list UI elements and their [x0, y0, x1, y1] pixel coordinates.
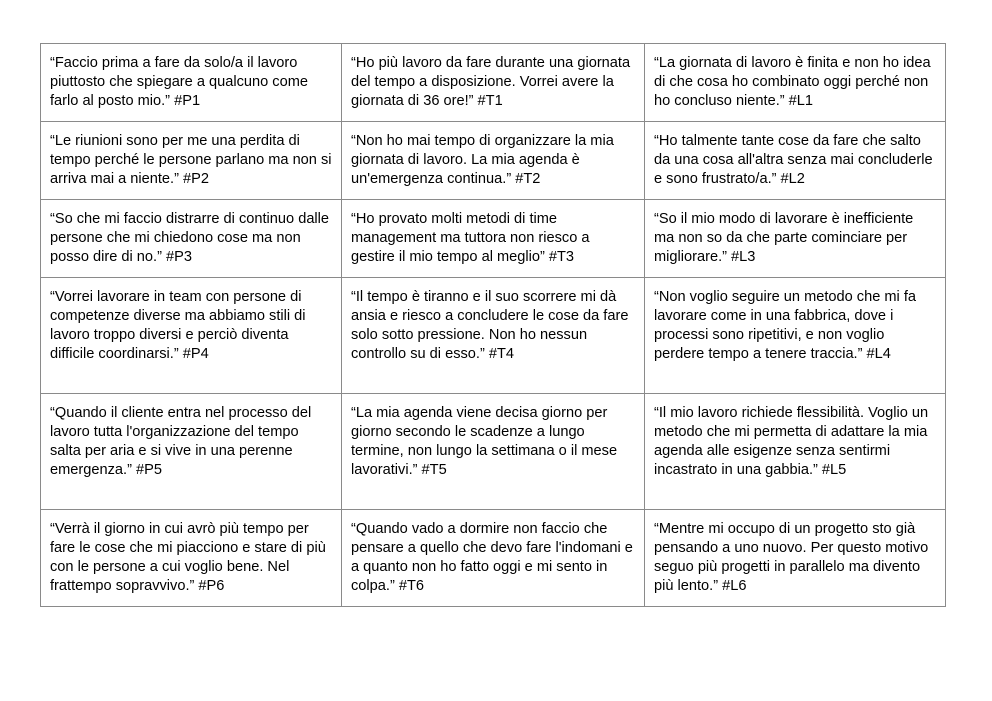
quote-cell-l5: “Il mio lavoro richiede flessibilità. Voglio un metodo che mi permetta di adattare la mia agenda alle esigenze senza sentirmi incastrato in una gabbia.” #L5: [645, 394, 946, 510]
quote-cell-t2: “Non ho mai tempo di organizzare la mia giornata di lavoro. La mia agenda è un'emergenza continua.” #T2: [342, 122, 645, 200]
table-row: [41, 278, 946, 394]
quote-cell-t1: “Ho più lavoro da fare durante una giornata del tempo a disposizione. Vorrei avere la giornata di 36 ore!” #T1: [342, 44, 645, 122]
quote-cell-l4: “Non voglio seguire un metodo che mi fa lavorare come in una fabbrica, dove i processi sono ripetitivi, e non voglio perdere tempo a tenere traccia.” #L4: [645, 278, 946, 394]
quote-cell-t6: “Quando vado a dormire non faccio che pensare a quello che devo fare l'indomani e a quanto non ho fatto oggi e mi sento in colpa.” #T6: [342, 510, 645, 607]
quote-cell-p1: “Faccio prima a fare da solo/a il lavoro piuttosto che spiegare a qualcuno come farlo al posto mio.” #P1: [41, 44, 342, 122]
quote-cell-p5: “Quando il cliente entra nel processo del lavoro tutta l'organizzazione del tempo salta per aria e si vive in una perenne emergenza.” #P5: [41, 394, 342, 510]
table-row: [41, 200, 946, 278]
table-row: [41, 510, 946, 607]
quote-cell-p4: “Vorrei lavorare in team con persone di competenze diverse ma abbiamo stili di lavoro troppo diversi e perciò diventa difficile coordinarsi.” #P4: [41, 278, 342, 394]
quote-cell-p6: “Verrà il giorno in cui avrò più tempo per fare le cose che mi piacciono e stare di più con le persone a cui voglio bene. Nel frattempo sopravvivo.” #P6: [41, 510, 342, 607]
quote-cell-l1: “La giornata di lavoro è finita e non ho idea di che cosa ho combinato oggi perché non ho concluso niente.” #L1: [645, 44, 946, 122]
table-row: [41, 44, 946, 122]
quote-cell-l6: “Mentre mi occupo di un progetto sto già pensando a uno nuovo. Per questo motivo seguo più progetti in parallelo ma divento più lento.” #L6: [645, 510, 946, 607]
quote-cards-table: [40, 43, 946, 607]
quote-cell-t3: “Ho provato molti metodi di time management ma tuttora non riesco a gestire il mio tempo al meglio” #T3: [342, 200, 645, 278]
table-row: [41, 394, 946, 510]
quote-cell-t4: “Il tempo è tiranno e il suo scorrere mi dà ansia e riesco a concludere le cose da fare solo sotto pressione. Non ho nessun controllo su di esso.” #T4: [342, 278, 645, 394]
quote-cell-l2: “Ho talmente tante cose da fare che salto da una cosa all'altra senza mai concluderle e sono frustrato/a.” #L2: [645, 122, 946, 200]
quote-cell-t5: “La mia agenda viene decisa giorno per giorno secondo le scadenze a lungo termine, non lungo la settimana o il mese lavorativi.” #T5: [342, 394, 645, 510]
table-row: [41, 122, 946, 200]
quote-cell-l3: “So il mio modo di lavorare è inefficiente ma non so da che parte cominciare per migliorare.” #L3: [645, 200, 946, 278]
quote-cell-p2: “Le riunioni sono per me una perdita di tempo perché le persone parlano ma non si arriva mai a niente.” #P2: [41, 122, 342, 200]
quote-cell-p3: “So che mi faccio distrarre di continuo dalle persone che mi chiedono cose ma non posso dire di no.” #P3: [41, 200, 342, 278]
